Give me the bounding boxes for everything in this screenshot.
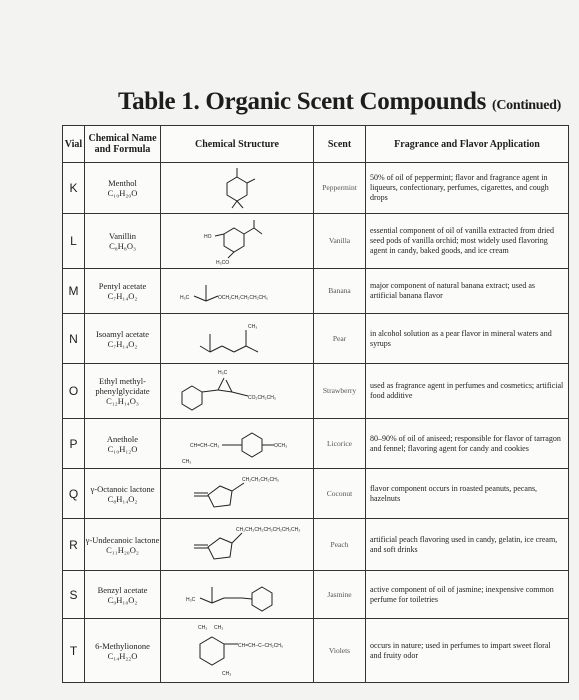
header-application: Fragrance and Flavor Application — [366, 126, 569, 163]
application-cell: essential component of oil of vanilla extracted from dried seed pods of vanilla orchid; most widely used flavoring agent in candy, baked goods, and ice cream — [366, 214, 569, 269]
application-cell: artificial peach flavoring used in candy, gelatin, ice cream, and soft drinks — [366, 519, 569, 571]
table-row — [63, 163, 569, 214]
undecanoic-lactone-structure — [162, 521, 312, 569]
vial-cell: T — [63, 619, 85, 683]
structure-cell — [161, 214, 314, 269]
svg-text:CH₃: CH₃ — [248, 323, 258, 330]
vial-cell: M — [63, 269, 85, 314]
scent-cell: Violets — [314, 619, 366, 683]
application-cell: active component of oil of jasmine; inexpensive common perfume for toiletries — [366, 571, 569, 619]
chemical-formula: C₇H₁₄O₂ — [107, 338, 138, 349]
svg-text:CH₂CH₂CH₂CH₂CH₂CH₂CH₃: CH₂CH₂CH₂CH₂CH₂CH₂CH₃ — [236, 526, 301, 533]
name-cell — [85, 619, 161, 683]
title-main: Table 1. Organic Scent Compounds — [118, 88, 487, 115]
structure-cell — [161, 163, 314, 214]
methylionone-structure — [162, 621, 312, 681]
chemical-name: Vanillin — [109, 231, 136, 241]
structure-cell — [161, 571, 314, 619]
vial-cell: Q — [63, 469, 85, 519]
svg-text:H₃C: H₃C — [180, 295, 190, 301]
isoamyl-acetate-structure — [162, 316, 312, 362]
name-cell — [85, 519, 161, 571]
svg-text:CH₃: CH₃ — [198, 624, 208, 631]
chemical-name: Pentyl acetate — [98, 281, 147, 291]
table-row — [63, 314, 569, 364]
table-row — [63, 469, 569, 519]
name-cell — [85, 419, 161, 469]
scent-cell: Banana — [314, 269, 366, 314]
scent-cell: Vanilla — [314, 214, 366, 269]
chemical-formula: C₇H₁₄O₂ — [107, 291, 138, 301]
table-row — [63, 364, 569, 419]
scent-cell: Strawberry — [314, 364, 366, 419]
chemical-formula: C₁₀H₂₀O — [107, 188, 138, 198]
header-row — [63, 126, 569, 163]
table-row — [63, 419, 569, 469]
scent-cell: Coconut — [314, 469, 366, 519]
svg-text:HO: HO — [204, 234, 212, 240]
header-vial: Vial — [63, 126, 85, 163]
svg-text:CH₃: CH₃ — [214, 624, 224, 631]
name-cell — [85, 364, 161, 419]
octanoic-lactone-structure — [162, 471, 312, 517]
chemical-name: Anethole — [106, 433, 139, 444]
anethole-structure — [162, 421, 312, 467]
name-cell — [85, 163, 161, 214]
menthol-structure — [162, 165, 312, 211]
structure-cell — [161, 419, 314, 469]
name-cell — [85, 269, 161, 314]
table-row — [63, 519, 569, 571]
scent-cell: Jasmine — [314, 571, 366, 619]
structure-cell — [161, 619, 314, 683]
chemical-name: Benzyl acetate — [97, 584, 148, 595]
structure-cell — [161, 519, 314, 571]
vanillin-structure — [162, 216, 312, 266]
chemical-formula: C₉H₁₀O₂ — [107, 594, 138, 605]
vial-cell: P — [63, 419, 85, 469]
svg-text:H₃CO: H₃CO — [216, 260, 230, 266]
svg-text:CH₃: CH₃ — [222, 670, 232, 677]
table-title — [118, 88, 561, 116]
vial-cell: O — [63, 364, 85, 419]
application-cell: 50% of oil of peppermint; flavor and fragrance agent in liqueurs, confectionary, perfumes, cigarettes, and cough drops — [366, 163, 569, 214]
table-row — [63, 214, 569, 269]
structure-cell — [161, 314, 314, 364]
table-row — [63, 619, 569, 683]
application-cell: flavor component occurs in roasted peanuts, pecans, hazelnuts — [366, 469, 569, 519]
scent-cell: Peppermint — [314, 163, 366, 214]
chemical-formula: C₁₁H₂₀O₂ — [106, 544, 139, 555]
vial-cell: L — [63, 214, 85, 269]
scent-cell: Pear — [314, 314, 366, 364]
chemical-formula: C₁₄H₂₂O — [107, 650, 138, 661]
header-scent: Scent — [314, 126, 366, 163]
header-name: Chemical Name and Formula — [85, 126, 161, 163]
application-cell: occurs in nature; used in perfumes to impart sweet floral and fruity odor — [366, 619, 569, 683]
application-cell: 80–90% of oil of aniseed; responsible for flavor of tarragon and fennel; flavoring agent for candy and cookies — [366, 419, 569, 469]
vial-cell: N — [63, 314, 85, 364]
chemical-name: Ethyl methyl-phenylglycidate — [95, 376, 150, 396]
application-cell: in alcohol solution as a pear flavor in mineral waters and syrups — [366, 314, 569, 364]
structure-cell — [161, 269, 314, 314]
svg-text:OCH₃: OCH₃ — [274, 442, 288, 449]
chemical-name: γ-Undecanoic lactone — [85, 534, 160, 545]
glycidate-structure — [162, 366, 312, 416]
svg-text:CH=CH–C–CH₂CH₃: CH=CH–C–CH₂CH₃ — [238, 642, 283, 649]
svg-text:OCH₂CH₂CH₂CH₂CH₃: OCH₂CH₂CH₂CH₂CH₃ — [218, 295, 268, 301]
benzyl-acetate-structure — [162, 573, 312, 617]
name-cell — [85, 571, 161, 619]
structure-cell — [161, 469, 314, 519]
table-row — [63, 571, 569, 619]
chemical-name: Menthol — [108, 178, 137, 188]
svg-text:CH=CH–CH₃: CH=CH–CH₃ — [190, 442, 220, 449]
scent-cell: Licorice — [314, 419, 366, 469]
structure-cell — [161, 364, 314, 419]
svg-text:CH₃: CH₃ — [182, 458, 192, 465]
scent-compounds-table — [62, 125, 569, 683]
vial-cell: R — [63, 519, 85, 571]
svg-text:H₃C: H₃C — [218, 370, 228, 376]
chemical-name: 6-Methylionone — [95, 640, 150, 651]
name-cell — [85, 314, 161, 364]
svg-text:H₃C: H₃C — [186, 596, 196, 603]
name-cell — [85, 469, 161, 519]
chemical-formula: C₈H₈O₃ — [109, 241, 136, 251]
chemical-name: Isoamyl acetate — [95, 328, 150, 339]
svg-text:CO₂CH₂CH₃: CO₂CH₂CH₃ — [248, 395, 276, 401]
vial-cell: S — [63, 571, 85, 619]
chemical-formula: C₁₀H₁₂O — [107, 443, 138, 454]
chemical-formula: C₈H₁₄O₂ — [107, 493, 138, 504]
application-cell: major component of natural banana extract; used as artificial banana flavor — [366, 269, 569, 314]
pentyl-acetate-structure — [162, 271, 312, 311]
scent-cell: Peach — [314, 519, 366, 571]
vial-cell: K — [63, 163, 85, 214]
header-structure: Chemical Structure — [161, 126, 314, 163]
table-row — [63, 269, 569, 314]
chemical-name: γ-Octanoic lactone — [90, 483, 155, 494]
application-cell: used as fragrance agent in perfumes and cosmetics; artificial food additive — [366, 364, 569, 419]
title-continued: (Continued) — [491, 98, 562, 113]
chemical-formula: C₁₂H₁₄O₃ — [106, 396, 139, 406]
name-cell — [85, 214, 161, 269]
svg-text:CH₂CH₂CH₂CH₃: CH₂CH₂CH₂CH₃ — [242, 476, 279, 483]
